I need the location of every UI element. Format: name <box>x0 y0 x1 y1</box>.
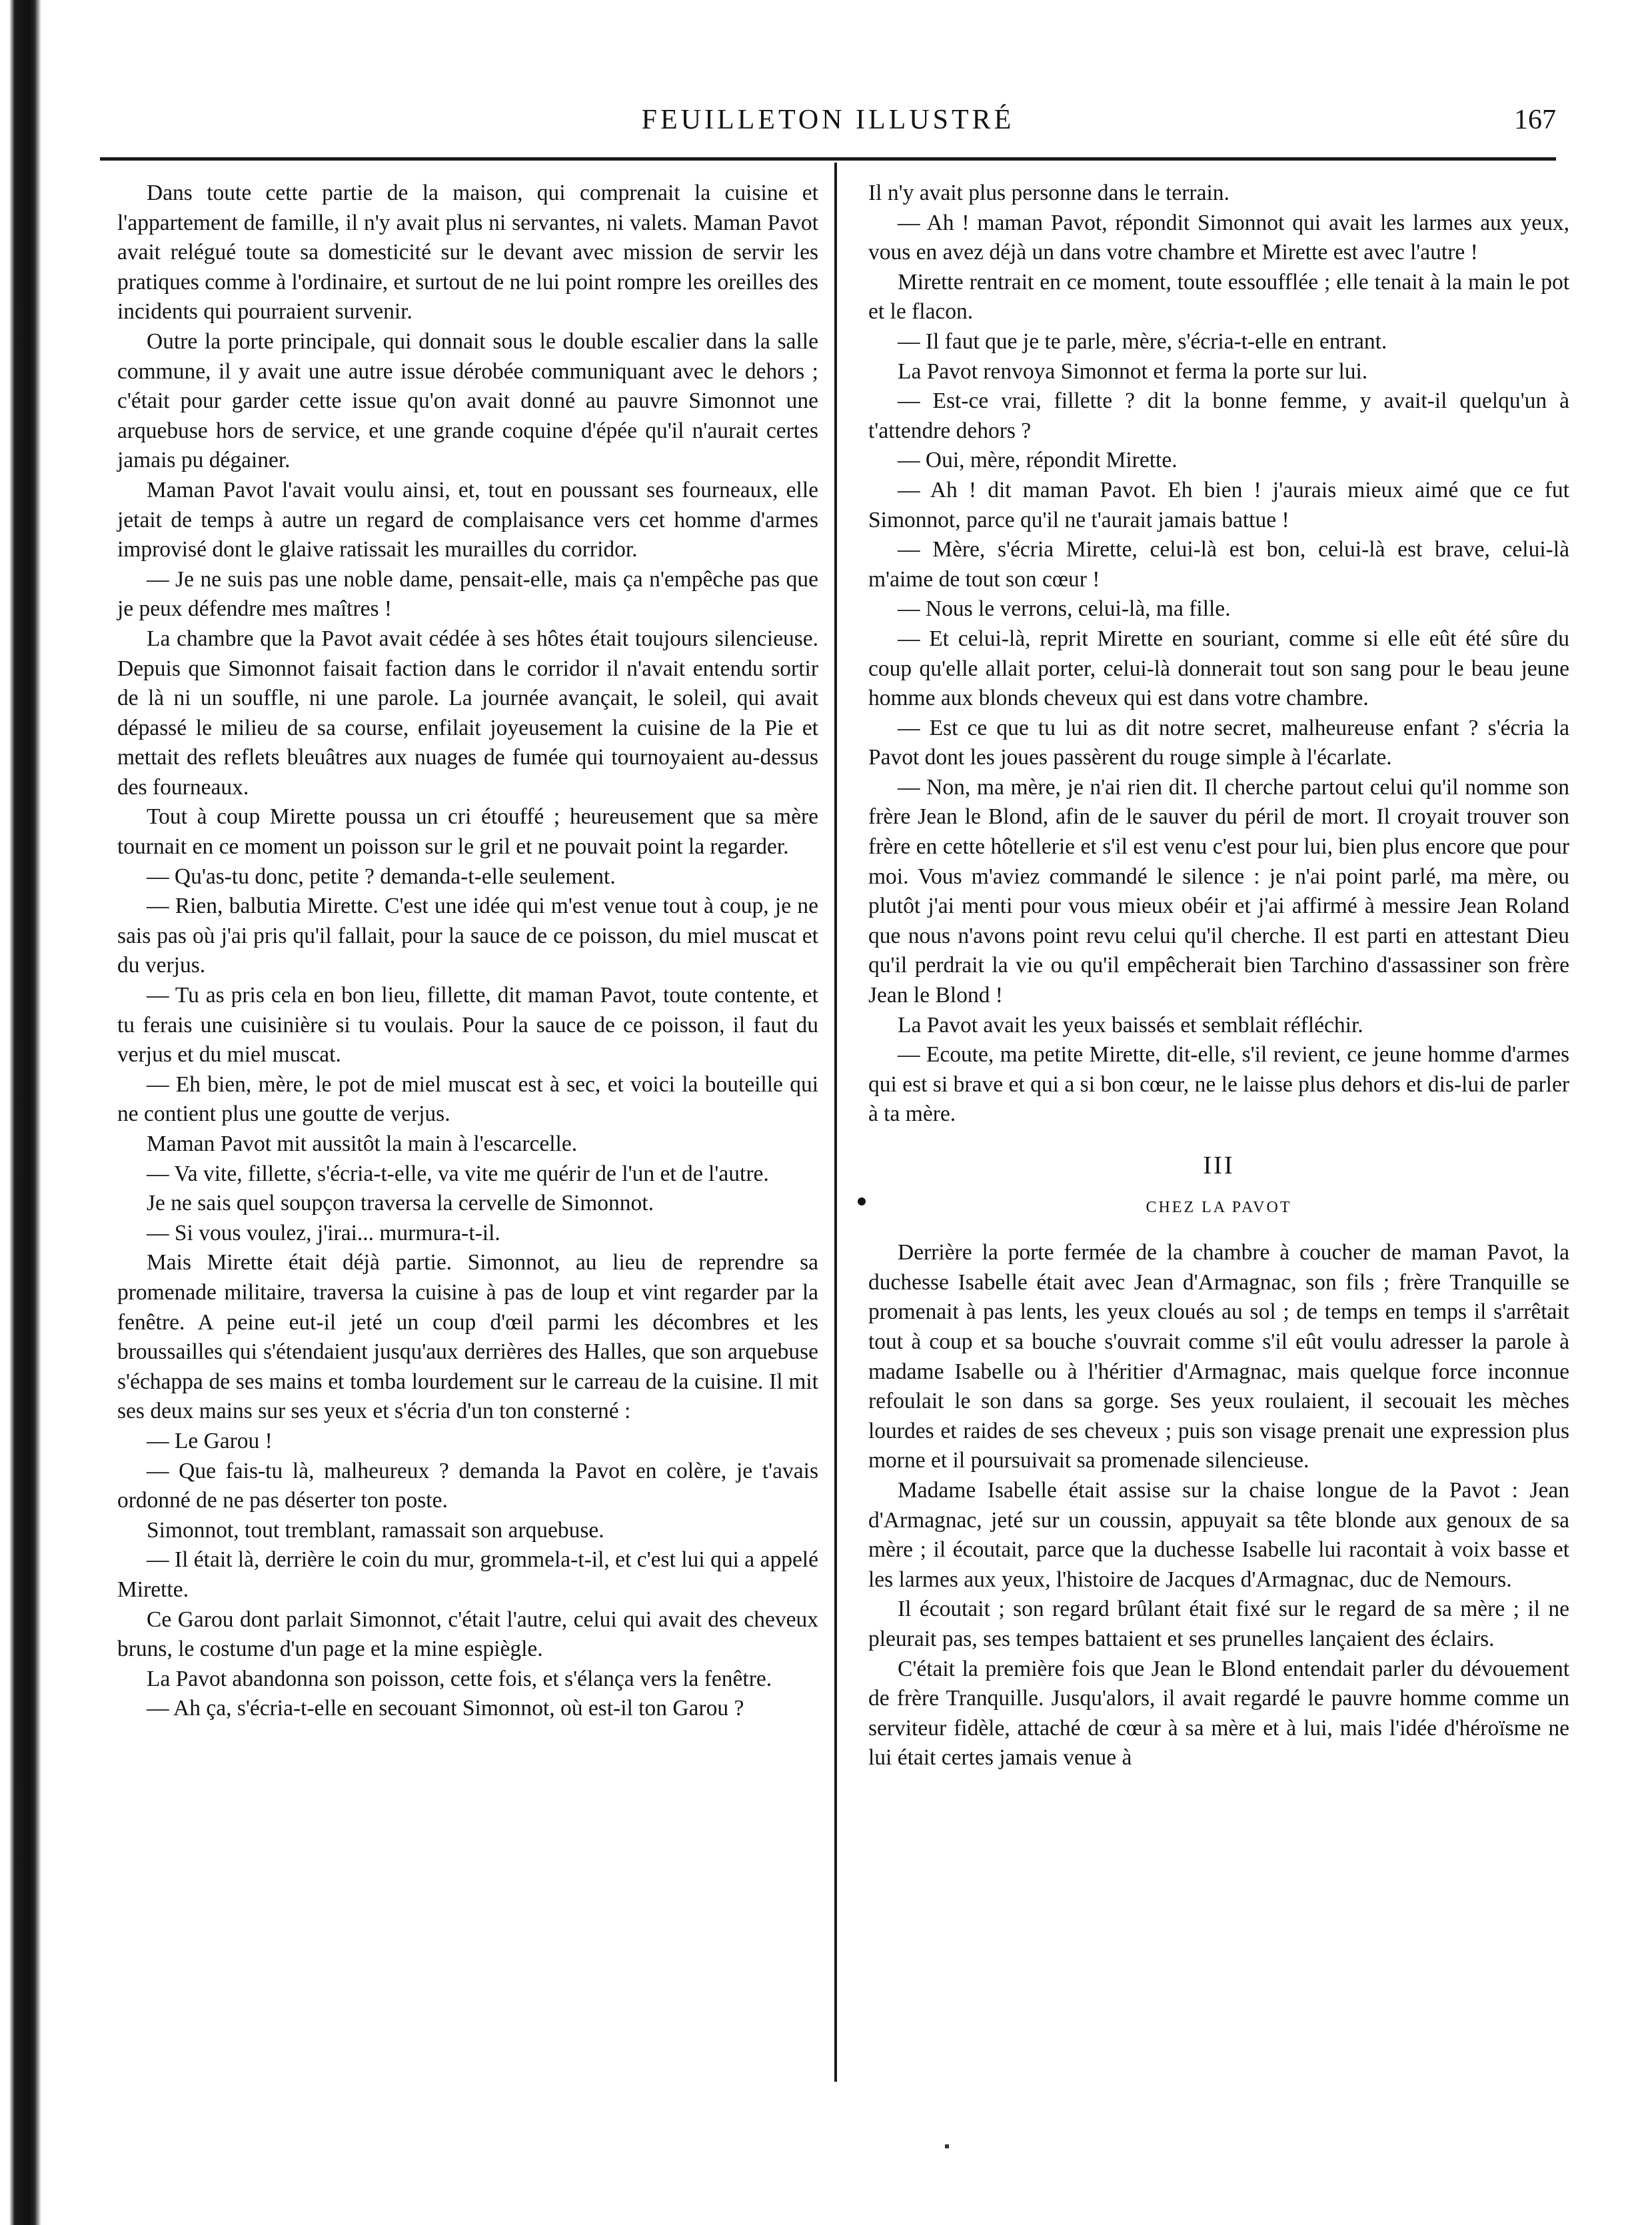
paragraph: C'était la première fois que Jean le Blond entendait parler du dévouement de frère Tranquille. Jusqu'alors, il avait regardé le pauvre homme comme un serviteur fidèle, attaché de cœur à sa mère et à lui, mais l'idée d'héroïsme ne lui était certes jamais venue à <box>868 1656 1569 1771</box>
paragraph: Maman Pavot l'avait voulu ainsi, et, tout en poussant ses fourneaux, elle jetait de temps à autre un regard de complaisance vers cet homme d'armes improvisé dont le glaive ratissait les murailles du corridor. <box>117 477 818 562</box>
page-number: 167 <box>1514 105 1556 135</box>
paragraph: — Le Garou ! <box>147 1428 273 1453</box>
paragraph: Maman Pavot mit aussitôt la main à l'escarcelle. <box>147 1131 578 1156</box>
paragraph: Je ne sais quel soupçon traversa la cervelle de Simonnot. <box>147 1191 654 1216</box>
right-column <box>868 179 1569 1773</box>
paragraph: Ce Garou dont parlait Simonnot, c'était l'autre, celui qui avait des cheveux bruns, le costume d'un page et la mine espiègle. <box>117 1607 818 1662</box>
paragraph: — Il faut que je te parle, mère, s'écria-t-elle en entrant. <box>898 329 1387 354</box>
paragraph: Dans toute cette partie de la maison, qui comprenait la cuisine et l'appartement de famille, il n'y avait plus ni servantes, ni valets. Maman Pavot avait relégué toute sa domesticité sur le devant avec mission de servir les pratiques comme à l'ordinaire, et surtout de ne lui point rompre les oreilles des incidents qui pourraient survenir. <box>117 181 818 325</box>
paragraph: — Ah ! dit maman Pavot. Eh bien ! j'aurais mieux aimé que ce fut Simonnot, parce qu'il ne t'aurait jamais battue ! <box>868 477 1569 532</box>
paragraph: — Et celui-là, reprit Mirette en souriant, comme si elle eût été sûre du coup qu'elle allait porter, celui-là donnerait tout son sang pour le beau jeune homme aux blonds cheveux qui est dans votre chambre. <box>868 626 1569 711</box>
paragraph: Outre la porte principale, qui donnait sous le double escalier dans la salle commune, il y avait une autre issue dérobée communiquant avec le dehors ; c'était pour garder cette issue qu'on avait donné au pauvre Simonnot une arquebuse hors de service, et une grande coquine d'épée qu'il n'aurait certes jamais pu dégainer. <box>117 329 818 473</box>
paragraph: Mais Mirette était déjà partie. Simonnot, au lieu de reprendre sa promenade militaire, traversa la cuisine à pas de loup et vint regarder par la fenêtre. A peine eut-il jeté un coup d'œil parmi les décombres et les broussailles qui s'étendaient jusqu'aux derrières des Halles, que son arquebuse s'échappa de ses mains et tomba lourdement sur le carreau de la cuisine. Il mit ses deux mains sur ses yeux et s'écria d'un ton consterné : <box>117 1250 818 1424</box>
paragraph: — Je ne suis pas une noble dame, pensait-elle, mais ça n'empêche pas que je peux défendre mes maîtres ! <box>117 566 818 622</box>
paragraph: — Nous le verrons, celui-là, ma fille. <box>898 596 1231 622</box>
header-rule <box>100 157 1556 161</box>
paragraph: — Qu'as-tu donc, petite ? demanda-t-elle seulement. <box>147 864 616 889</box>
paragraph: — Ah ça, s'écria-t-elle en secouant Simonnot, où est-il ton Garou ? <box>147 1696 744 1721</box>
section-number: III <box>1203 1151 1235 1179</box>
paragraph: La Pavot abandonna son poisson, cette fois, et s'élança vers la fenêtre. <box>147 1666 772 1691</box>
left-column <box>117 179 818 1724</box>
paragraph: Derrière la porte fermée de la chambre à coucher de maman Pavot, la duchesse Isabelle était avec Jean d'Armagnac, son fils ; frère Tranquille se promenait à pas lents, les yeux cloués au sol ; de temps en temps il s'arrêtait tout à coup et sa bouche s'ouvrait comme s'il eût voulu adresser la parole à madame Isabelle ou à l'héritier d'Armagnac, mais quelque force inconnue refoulait le son dans sa gorge. Ses yeux roulaient, il secouait les mèches lourdes et raides de ses cheveux ; puis son visage prenait une expression plus morne et il poursuivait sa promenade silencieuse. <box>868 1240 1569 1473</box>
paragraph: — Ecoute, ma petite Mirette, dit-elle, s'il revient, ce jeune homme d'armes qui est si brave et qui a si bon cœur, ne le laisse plus dehors et dis-lui de parler à ta mère. <box>868 1042 1569 1127</box>
paragraph: — Non, ma mère, je n'ai rien dit. Il cherche partout celui qu'il nomme son frère Jean le Blond, afin de le sauver du péril de mort. Il croyait trouver son frère en cette hôtellerie et s'il est venu c'est pour lui, bien plus encore que pour moi. Vous m'aviez commandé le silence : je n'ai point parlé, ma mère, ou plutôt j'ai menti pour vous mieux obéir et j'ai affirmé à messire Jean Roland que nous n'avons point revu celui qu'il cherche. Il est parti en attestant Dieu qu'il perdrait la vie ou qu'il empêcherait bien Tarchino d'assassiner son frère Jean le Blond ! <box>868 774 1569 1008</box>
column-divider <box>834 163 837 2082</box>
paragraph: — Que fais-tu là, malheureux ? demanda la Pavot en colère, je t'avais ordonné de ne pas déserter ton poste. <box>117 1458 818 1513</box>
paragraph: La chambre que la Pavot avait cédée à ses hôtes était toujours silencieuse. Depuis que Simonnot faisait faction dans le corridor il n'avait entendu sortir de là ni un souffle, ni une parole. La journée avançait, le soleil, qui avait dépassé le milieu de sa course, enfilait joyeusement la cuisine de la Pie et mettait des reflets bleuâtres aux nuages de fumée qui tournoyaient au-dessus des fourneaux. <box>117 626 818 800</box>
ink-speck-mark <box>945 2144 949 2148</box>
paragraph: — Va vite, fillette, s'écria-t-elle, va vite me quérir de l'un et de l'autre. <box>147 1161 769 1186</box>
paragraph: Mirette rentrait en ce moment, toute essoufflée ; elle tenait à la main le pot et le flacon. <box>868 269 1569 325</box>
paragraph: Madame Isabelle était assise sur la chaise longue de la Pavot : Jean d'Armagnac, jeté sur un coussin, appuyait sa tête blonde aux genoux de sa mère ; il écoutait, parce que la duchesse Isabelle lui racontait à voix basse et les larmes aux yeux, l'histoire de Jacques d'Armagnac, duc de Nemours. <box>868 1477 1569 1592</box>
paragraph: Tout à coup Mirette poussa un cri étouffé ; heureusement que sa mère tournait en ce moment un poisson sur le gril et ne pouvait point la regarder. <box>117 804 818 860</box>
paragraph: La Pavot avait les yeux baissés et semblait réfléchir. <box>898 1012 1363 1038</box>
scan-binding-edge <box>0 0 43 2225</box>
paragraph: — Est-ce vrai, fillette ? dit la bonne femme, y avait-il quelqu'un à t'attendre dehors ? <box>868 388 1569 443</box>
paragraph: — Il était là, derrière le coin du mur, grommela-t-il, et c'est lui qui a appelé Mirette. <box>117 1547 818 1602</box>
running-title: FEUILLETON ILLUSTRÉ <box>641 105 1015 135</box>
paragraph: — Si vous voulez, j'irai... murmura-t-il. <box>147 1220 500 1245</box>
paragraph: — Oui, mère, répondit Mirette. <box>898 448 1178 473</box>
paragraph: — Rien, balbutia Mirette. C'est une idée qui m'est venue tout à coup, je ne sais pas où j'ai pris qu'il fallait, pour la sauce de ce poisson, du miel muscat et du verjus. <box>117 894 818 978</box>
paragraph: Il n'y avait plus personne dans le terrain. <box>868 181 1230 205</box>
paragraph: — Eh bien, mère, le pot de miel muscat est à sec, et voici la bouteille qui ne contient plus une goutte de verjus. <box>117 1072 818 1127</box>
paragraph: — Est ce que tu lui as dit notre secret, malheureuse enfant ? s'écria la Pavot dont les joues passèrent du rouge simple à l'écarlate. <box>868 715 1569 770</box>
section-title: CHEZ LA PAVOT <box>1146 1198 1292 1216</box>
ink-dot-mark <box>858 1197 866 1205</box>
paragraph: — Tu as pris cela en bon lieu, fillette, dit maman Pavot, toute contente, et tu ferais une cuisinière si tu voulais. Pour la sauce de ce poisson, il faut du verjus et du miel muscat. <box>117 983 818 1068</box>
page-header <box>100 100 1556 147</box>
paragraph: — Ah ! maman Pavot, répondit Simonnot qui avait les larmes aux yeux, vous en avez déjà un dans votre chambre et Mirette est avec l'autre ! <box>868 210 1569 265</box>
paragraph: La Pavot renvoya Simonnot et ferma la porte sur lui. <box>898 359 1368 384</box>
paragraph: Il écoutait ; son regard brûlant était fixé sur le regard de sa mère ; il ne pleurait pas, ses tempes battaient et ses prunelles lançaient des éclairs. <box>868 1597 1569 1651</box>
paragraph: — Mère, s'écria Mirette, celui-là est bon, celui-là est brave, celui-là m'aime de tout son cœur ! <box>868 537 1569 592</box>
paragraph: Simonnot, tout tremblant, ramassait son arquebuse. <box>147 1517 604 1543</box>
